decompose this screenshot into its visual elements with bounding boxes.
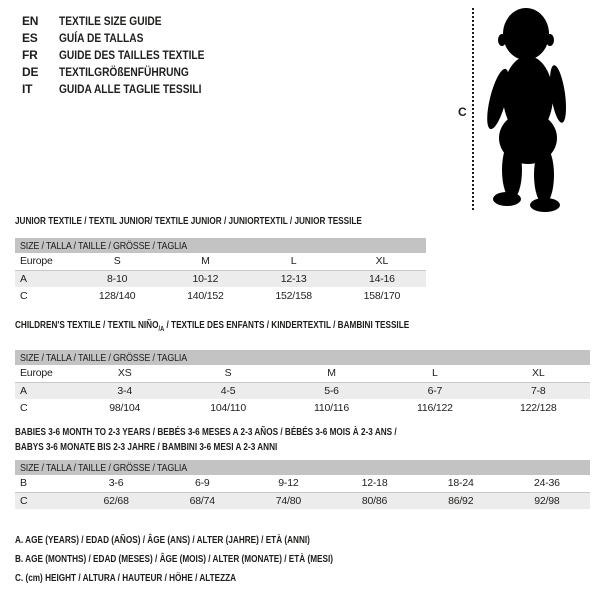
cell: 5-6 (280, 382, 383, 399)
junior-size-table (15, 238, 426, 304)
table-row (15, 382, 590, 399)
table-row (15, 270, 426, 287)
language-code: IT (22, 81, 33, 96)
legend-line-a: A. AGE (YEARS) / EDAD (AÑOS) / ÂGE (ANS) / ALTER (JAHRE) / ETÀ (ANNI) (15, 535, 310, 546)
cell: 98/104 (109, 401, 141, 414)
cell: 10-12 (161, 270, 249, 287)
table-row (15, 253, 426, 270)
row-label: C (20, 401, 28, 414)
cell: 24-36 (504, 475, 590, 492)
table-header-row (15, 460, 590, 475)
children-size-table (15, 350, 590, 416)
babies-section-title-line1: BABIES 3-6 MONTH TO 2-3 YEARS / BEBÉS 3-6 MESES A 2-3 AÑOS / BÉBÉS 3-6 MOIS À 2-3 ANS / (15, 427, 397, 438)
guide-title-it: GUIDA ALLE TAGLIE TESSILI (59, 81, 202, 96)
measurement-legend (15, 535, 403, 592)
language-code: FR (22, 47, 38, 62)
cell: L (383, 365, 486, 382)
cell: 12-13 (250, 270, 338, 287)
guide-title-es: GUÍA DE TALLAS (59, 30, 144, 45)
language-row-it (22, 80, 230, 97)
nino-a-subscript: /A (158, 326, 165, 333)
cell: 7-8 (487, 382, 590, 399)
cell: 104/110 (210, 401, 246, 414)
cell: 92/98 (504, 492, 590, 509)
size-header-label: SIZE / TALLA / TAILLE / GRÖSSE / TAGLIA (20, 351, 187, 364)
table-header-row (15, 238, 426, 253)
cell: 128/140 (98, 289, 136, 302)
cell: 74/80 (245, 492, 331, 509)
row-label: A (15, 382, 73, 399)
cell: 116/122 (416, 401, 453, 414)
cell: 4-5 (176, 382, 279, 399)
cell: 3-4 (73, 382, 176, 399)
size-header-label: SIZE / TALLA / TAILLE / GRÖSSE / TAGLIA (20, 461, 187, 474)
table-row (15, 287, 426, 304)
cell: 122/128 (520, 401, 557, 414)
row-label: B (15, 475, 73, 492)
cell: 110/116 (313, 401, 349, 414)
guide-title-en: TEXTILE SIZE GUIDE (59, 13, 162, 28)
cell: 62/68 (73, 492, 159, 509)
row-label: C (20, 289, 28, 302)
table-row (15, 475, 590, 492)
babies-size-table (15, 460, 590, 509)
cell: 6-7 (383, 382, 486, 399)
table-row (15, 365, 590, 382)
cell: M (161, 253, 249, 270)
cell: 86/92 (418, 492, 504, 509)
cell: S (176, 365, 279, 382)
legend-line-c: C. (cm) HEIGHT / ALTURA / HAUTEUR / HÖHE / ALTEZZA (15, 573, 237, 584)
cell: 12-18 (331, 475, 417, 492)
guide-title-fr: GUIDE DES TAILLES TEXTILE (59, 47, 205, 62)
language-code: EN (22, 13, 39, 28)
table-header-row (15, 350, 590, 365)
cell: S (73, 253, 161, 270)
baby-silhouette-icon (482, 4, 572, 214)
cell: M (280, 365, 383, 382)
cell: 152/158 (275, 289, 312, 302)
language-code: ES (22, 30, 38, 45)
legend-line-b: B. AGE (MONTHS) / EDAD (MESES) / ÂGE (MOIS) / ALTER (MONATE) / ETÀ (MESI) (15, 554, 333, 565)
row-label: A (15, 270, 73, 287)
language-row-es (22, 29, 230, 46)
height-measure-dotted-line (472, 8, 474, 210)
language-row-de (22, 63, 230, 80)
table-row (15, 492, 590, 509)
cell: 18-24 (418, 475, 504, 492)
row-label: Europe (15, 365, 73, 382)
cell: 14-16 (338, 270, 426, 287)
cell: 9-12 (245, 475, 331, 492)
junior-section-title: JUNIOR TEXTILE / TEXTIL JUNIOR/ TEXTILE JUNIOR / JUNIORTEXTIL / JUNIOR TESSILE (15, 216, 362, 227)
language-title-list (22, 12, 230, 97)
children-section-title: CHILDREN'S TEXTILE / TEXTIL $NIÑO_{/A}$ / TEXTILE DES ENFANTS / KINDERTEXTIL / BAMBINI TESSILE (15, 320, 410, 333)
guide-title-de: TEXTILGRÖßENFÜHRUNG (59, 64, 189, 79)
row-label: C (15, 492, 73, 509)
cell: L (250, 253, 338, 270)
cell: 140/152 (187, 289, 224, 302)
language-row-fr (22, 46, 230, 63)
cell: 8-10 (73, 270, 161, 287)
cell: 3-6 (73, 475, 159, 492)
cell: 6-9 (159, 475, 245, 492)
cell: 158/170 (363, 289, 401, 302)
height-measure-label: C (458, 105, 467, 119)
language-code: DE (22, 64, 39, 79)
cell: XL (487, 365, 590, 382)
language-row-en (22, 12, 230, 29)
cell: 80/86 (331, 492, 417, 509)
cell: 68/74 (159, 492, 245, 509)
table-row (15, 399, 590, 416)
babies-section-title-line2: BABYS 3-6 MONATE BIS 2-3 JAHRE / BAMBINI 3-6 MESI A 2-3 ANNI (15, 442, 278, 453)
row-label: Europe (15, 253, 73, 270)
cell: XL (338, 253, 426, 270)
size-header-label: SIZE / TALLA / TAILLE / GRÖSSE / TAGLIA (20, 239, 187, 252)
cell: XS (73, 365, 176, 382)
